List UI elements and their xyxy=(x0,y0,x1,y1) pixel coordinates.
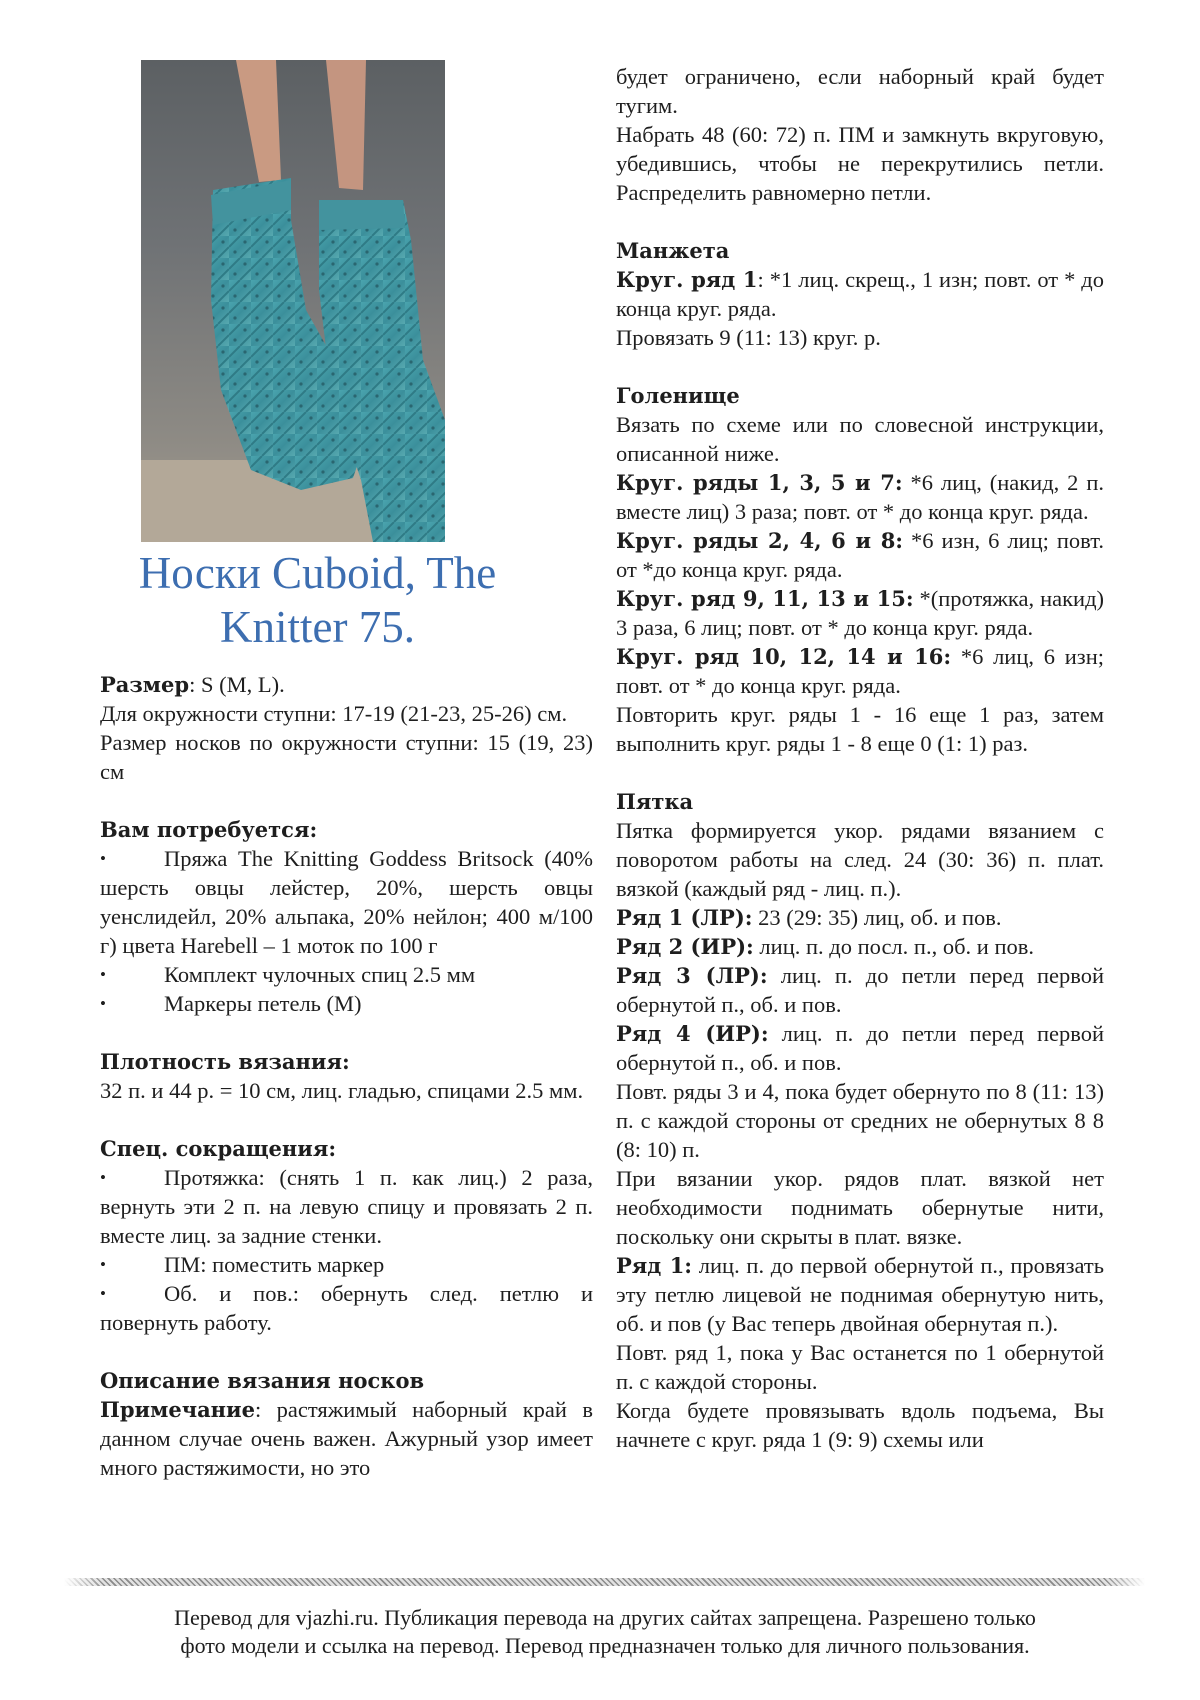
row-label: Ряд 1: xyxy=(616,1253,693,1278)
list-item: • Пряжа The Knitting Goddess Britsock (40% шерсть овцы лейстер, 20%, шерсть овцы уенслидейл, 20% альпака, 20% нейлон; 400 м/100 г) цвета Harebell – 1 моток по 100 г xyxy=(100,844,593,960)
row-label: Ряд 3 (ЛР): xyxy=(616,963,768,988)
row-label: Круг. ряды 1, 3, 5 и 7: xyxy=(616,470,903,495)
gauge-heading: Плотность вязания: xyxy=(100,1049,350,1074)
row-label: Круг. ряд 10, 12, 14 и 16: xyxy=(616,644,952,669)
instruction-row xyxy=(616,265,1104,323)
cast-on-text: Набрать 48 (60: 72) п. ПМ и замкнуть вкруговую, убедившись, чтобы не перекрутились петли. Распределить равномерно петли. xyxy=(616,122,1104,205)
gauge-text: 32 п. и 44 р. = 10 см, лиц. гладью, спицами 2.5 мм. xyxy=(100,1078,584,1103)
instruction-text: Провязать 9 (11: 13) круг. р. xyxy=(616,325,881,350)
instruction-text: Вязать по схеме или по словесной инструкции, описанной ниже. xyxy=(616,412,1104,466)
instruction-row xyxy=(616,526,1104,584)
instruction-text: Пятка формируется укор. рядами вязанием с поворотом работы на след. 24 (30: 36) п. плат. вязкой (каждый ряд - лиц. п.). xyxy=(616,818,1104,901)
instruction-row xyxy=(616,584,1104,642)
instruction-row xyxy=(616,1019,1104,1077)
instruction-row xyxy=(616,1251,1104,1338)
materials-heading: Вам потребуется: xyxy=(100,817,318,842)
sock-photo xyxy=(141,60,445,542)
foot-circumference: Для окружности ступни: 17-19 (21-23, 25-26) см. xyxy=(100,701,568,726)
note-label: Примечание xyxy=(100,1397,255,1422)
row-text: лиц. п. до петли перед первой обернутой п., об. и пов. xyxy=(616,1021,1104,1075)
materials-list xyxy=(100,844,593,1018)
row-text: лиц. п. до первой обернутой п., провязать эту петлю лицевой не поднимая обернутую нить, об. и пов (у Вас теперь двойная обернутая п.). xyxy=(616,1253,1104,1336)
row-text: 23 (29: 35) лиц, об. и пов. xyxy=(752,905,1002,930)
list-item: • Комплект чулочных спиц 2.5 мм xyxy=(100,960,593,989)
title-line-1: Носки Cuboid, The xyxy=(138,548,497,598)
row-label: Ряд 1 (ЛР): xyxy=(616,905,753,930)
footer-divider xyxy=(64,1578,1145,1586)
instruction-text: Повт. ряды 3 и 4, пока будет обернуто по 8 (11: 13) п. с каждой стороны от средних не обернутых 8 8 (8: 10) п. xyxy=(616,1079,1104,1162)
description-heading: Описание вязания носков xyxy=(100,1368,425,1393)
instruction-text: Когда будете провязывать вдоль подъема, Вы начнете с круг. ряда 1 (9: 9) схемы или xyxy=(616,1398,1104,1452)
footer-line-1: Перевод для vjazhi.ru. Публикация перевода на других сайтах запрещена. Разрешено только xyxy=(174,1605,1036,1630)
instruction-text: Повт. ряд 1, пока у Вас останется по 1 обернутой п. с каждой стороны. xyxy=(616,1340,1104,1394)
list-item: • ПМ: поместить маркер xyxy=(100,1250,593,1279)
size-label: Размер xyxy=(100,672,190,697)
row-label: Круг. ряды 2, 4, 6 и 8: xyxy=(616,528,904,553)
page-title xyxy=(95,546,540,654)
row-text: *6 лиц, 6 изн; повт. от * до конца круг. ряда. xyxy=(616,644,1104,698)
footer-note xyxy=(60,1604,1150,1660)
sock-illustration xyxy=(141,60,445,542)
row-text: : *1 лиц. скрещ., 1 изн; повт. от * до конца круг. ряда. xyxy=(616,267,1104,321)
row-label: Ряд 2 (ИР): xyxy=(616,934,754,959)
list-item: • Маркеры петель (М) xyxy=(100,989,593,1018)
list-item: • Протяжка: (снять 1 п. как лиц.) 2 раза, вернуть эти 2 п. на левую спицу и провязать 2 п. вместе лиц. за задние стенки. xyxy=(100,1163,593,1250)
note-paragraph xyxy=(100,1395,593,1482)
abbreviations-heading: Спец. сокращения: xyxy=(100,1136,337,1161)
row-text: лиц. п. до петли перед первой обернутой п., об. и пов. xyxy=(616,963,1104,1017)
row-text: *(протяжка, накид) 3 раза, 6 лиц; повт. от * до конца круг. ряда. xyxy=(616,586,1105,640)
right-column xyxy=(616,62,1104,1454)
sock-circumference: Размер носков по окружности ступни: 15 (19, 23) см xyxy=(100,730,593,784)
leg-heading: Голенище xyxy=(616,383,740,408)
left-column xyxy=(100,670,593,1482)
list-item: • Об. и пов.: обернуть след. петлю и повернуть работу. xyxy=(100,1279,593,1337)
row-text: лиц. п. до посл. п., об. и пов. xyxy=(753,934,1034,959)
instruction-row xyxy=(616,468,1104,526)
continuation-text: будет ограничено, если наборный край будет тугим. xyxy=(616,64,1104,118)
footer-line-2: фото модели и ссылка на перевод. Перевод предназначен только для личного пользования. xyxy=(180,1633,1030,1658)
row-text: *6 лиц, (накид, 2 п. вместе лиц) 3 раза; повт. от * до конца круг. ряда. xyxy=(616,470,1104,524)
instruction-text: При вязании укор. рядов плат. вязкой нет необходимости поднимать обернутые нити, поскольку они скрыты в плат. вязке. xyxy=(616,1166,1104,1249)
instruction-text: Повторить круг. ряды 1 - 16 еще 1 раз, затем выполнить круг. ряды 1 - 8 еще 0 (1: 1) раз. xyxy=(616,702,1104,756)
note-text: : растяжимый наборный край в данном случае очень важен. Ажурный узор имеет много растяжимости, но это xyxy=(100,1397,593,1480)
row-label: Ряд 4 (ИР): xyxy=(616,1021,769,1046)
row-label: Круг. ряд 1 xyxy=(616,267,758,292)
heel-heading: Пятка xyxy=(616,789,694,814)
instruction-row xyxy=(616,932,1104,961)
size-value: : S (M, L). xyxy=(189,672,285,697)
instruction-row xyxy=(616,961,1104,1019)
title-line-2: Knitter 75. xyxy=(220,602,415,652)
size-line xyxy=(100,670,593,699)
abbreviations-list xyxy=(100,1163,593,1337)
row-label: Круг. ряд 9, 11, 13 и 15: xyxy=(616,586,914,611)
instruction-row xyxy=(616,903,1104,932)
cuff-heading: Манжета xyxy=(616,238,730,263)
row-text: *6 изн, 6 лиц; повт. от *до конца круг. ряда. xyxy=(616,528,1104,582)
instruction-row xyxy=(616,642,1104,700)
